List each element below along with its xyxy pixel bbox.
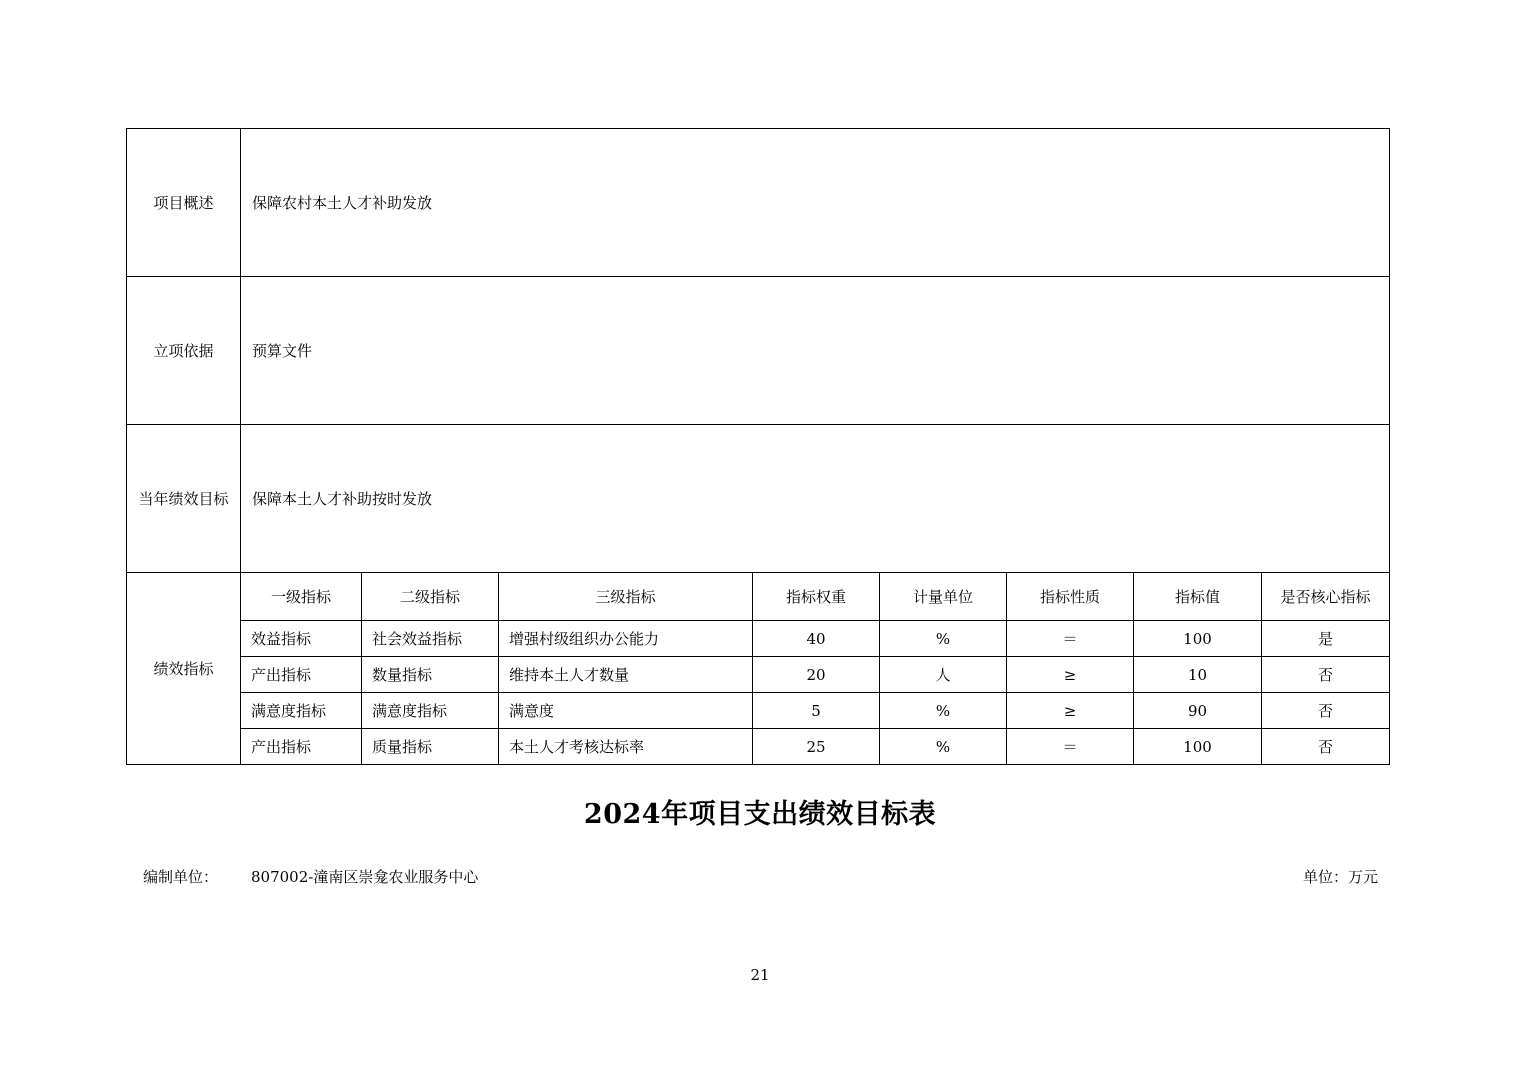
header-weight: 指标权重 bbox=[753, 573, 880, 621]
cell-level1: 产出指标 bbox=[241, 729, 362, 765]
header-value: 指标值 bbox=[1134, 573, 1262, 621]
overview-label: 项目概述 bbox=[127, 129, 241, 277]
table-row bbox=[127, 729, 1390, 765]
cell-weight: 40 bbox=[753, 621, 880, 657]
cell-value: 90 bbox=[1134, 693, 1262, 729]
cell-level1: 满意度指标 bbox=[241, 693, 362, 729]
cell-core: 否 bbox=[1262, 657, 1390, 693]
cell-unit: % bbox=[880, 621, 1007, 657]
performance-table bbox=[126, 128, 1390, 765]
cell-level2: 社会效益指标 bbox=[362, 621, 499, 657]
cell-value: 100 bbox=[1134, 621, 1262, 657]
basis-value: 预算文件 bbox=[241, 277, 1390, 425]
cell-level3: 维持本土人才数量 bbox=[499, 657, 753, 693]
cell-unit: % bbox=[880, 729, 1007, 765]
basis-label: 立项依据 bbox=[127, 277, 241, 425]
cell-nature: ＝ bbox=[1007, 729, 1134, 765]
goal-label: 当年绩效目标 bbox=[127, 425, 241, 573]
header-level1: 一级指标 bbox=[241, 573, 362, 621]
goal-value: 保障本土人才补助按时发放 bbox=[241, 425, 1390, 573]
cell-level1: 产出指标 bbox=[241, 657, 362, 693]
indicator-header-row bbox=[127, 573, 1390, 621]
page-number: 21 bbox=[750, 966, 770, 984]
table-row bbox=[127, 693, 1390, 729]
cell-level3: 增强村级组织办公能力 bbox=[499, 621, 753, 657]
cell-level1: 效益指标 bbox=[241, 621, 362, 657]
cell-core: 是 bbox=[1262, 621, 1390, 657]
basis-row bbox=[127, 277, 1390, 425]
cell-weight: 25 bbox=[753, 729, 880, 765]
cell-core: 否 bbox=[1262, 729, 1390, 765]
header-unit: 计量单位 bbox=[880, 573, 1007, 621]
cell-level2: 质量指标 bbox=[362, 729, 499, 765]
money-unit: 单位：万元 bbox=[1302, 868, 1378, 886]
cell-value: 100 bbox=[1134, 729, 1262, 765]
header-level3: 三级指标 bbox=[499, 573, 753, 621]
table-row bbox=[127, 657, 1390, 693]
cell-nature: ≥ bbox=[1007, 693, 1134, 729]
cell-level3: 满意度 bbox=[499, 693, 753, 729]
cell-level2: 满意度指标 bbox=[362, 693, 499, 729]
table-row bbox=[127, 621, 1390, 657]
cell-level2: 数量指标 bbox=[362, 657, 499, 693]
cell-nature: ≥ bbox=[1007, 657, 1134, 693]
cell-level3: 本土人才考核达标率 bbox=[499, 729, 753, 765]
header-nature: 指标性质 bbox=[1007, 573, 1134, 621]
cell-value: 10 bbox=[1134, 657, 1262, 693]
org-label: 编制单位： bbox=[143, 868, 219, 886]
org-value: 807002-潼南区崇龛农业服务中心 bbox=[251, 868, 479, 886]
document-title: 2024年项目支出绩效目标表 bbox=[583, 799, 937, 830]
header-core: 是否核心指标 bbox=[1262, 573, 1390, 621]
indicators-label: 绩效指标 bbox=[127, 573, 241, 765]
goal-row bbox=[127, 425, 1390, 573]
cell-core: 否 bbox=[1262, 693, 1390, 729]
overview-row bbox=[127, 129, 1390, 277]
overview-value: 保障农村本土人才补助发放 bbox=[241, 129, 1390, 277]
cell-weight: 20 bbox=[753, 657, 880, 693]
cell-weight: 5 bbox=[753, 693, 880, 729]
header-level2: 二级指标 bbox=[362, 573, 499, 621]
cell-unit: 人 bbox=[880, 657, 1007, 693]
cell-nature: ＝ bbox=[1007, 621, 1134, 657]
cell-unit: % bbox=[880, 693, 1007, 729]
